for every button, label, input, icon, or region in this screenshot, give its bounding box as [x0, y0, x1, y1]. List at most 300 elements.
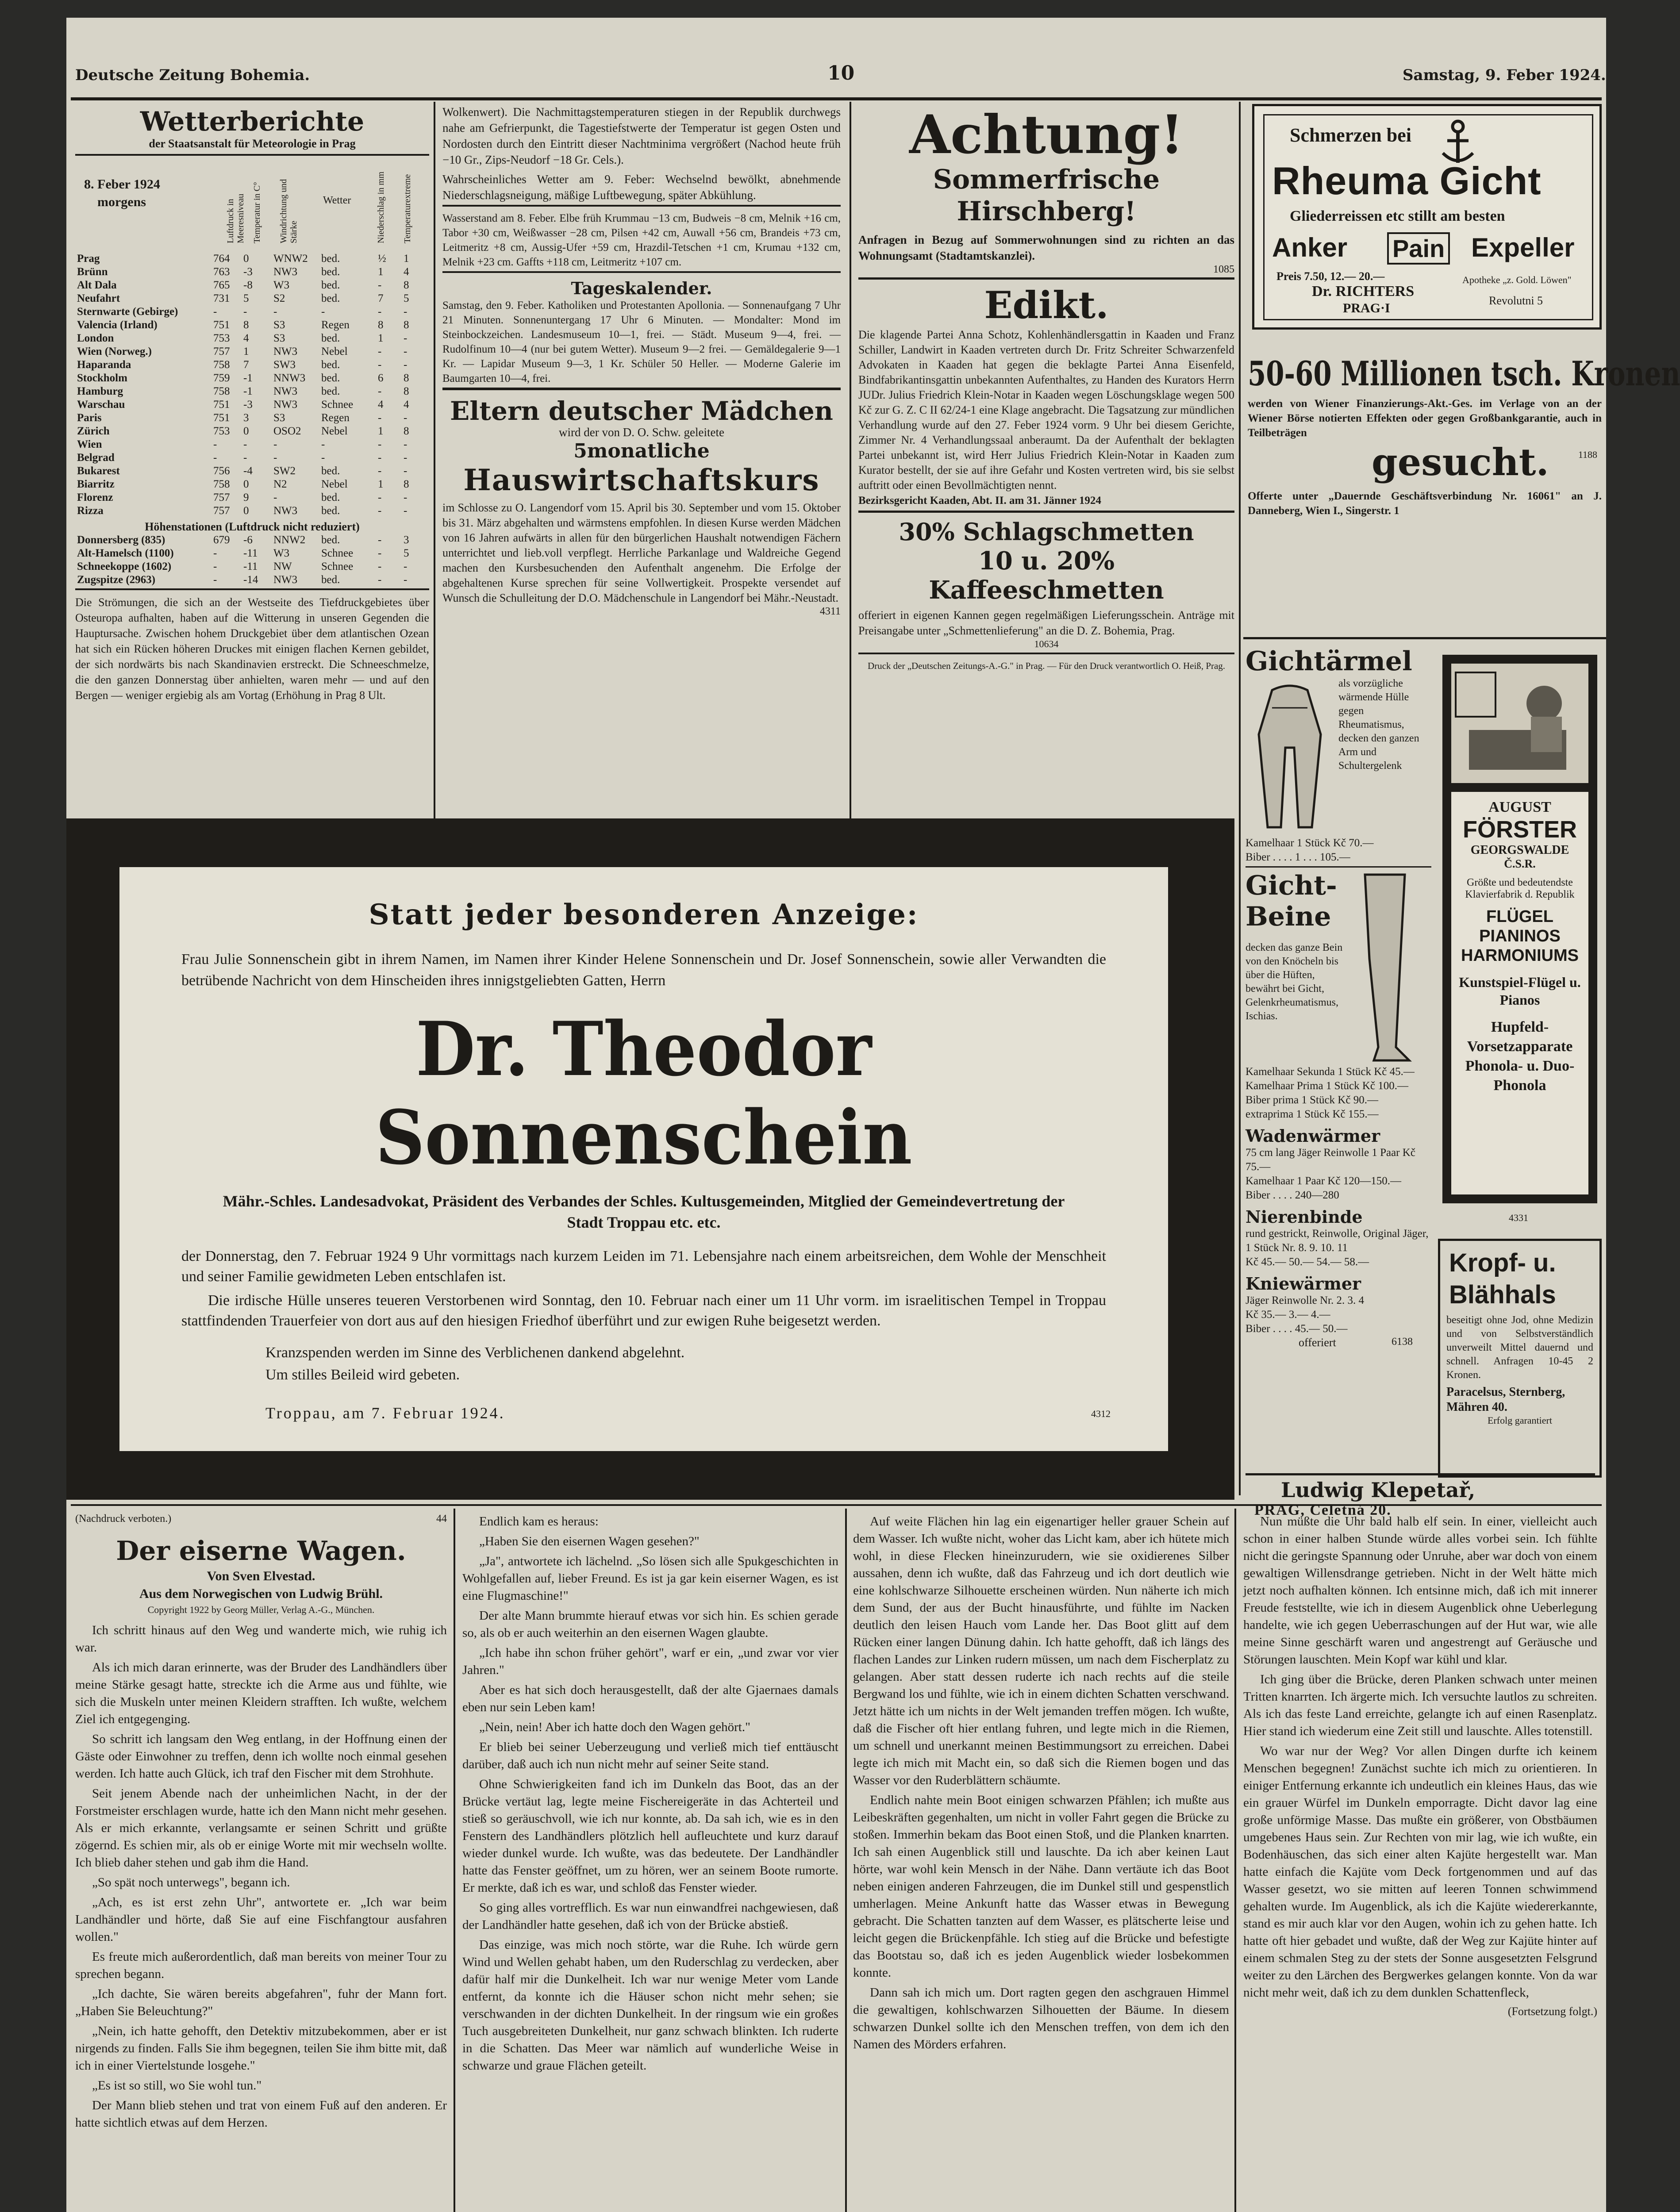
water-level-text: Wasserstand am 8. Feber. Elbe früh Krummau −13 cm, Budweis −8 cm, Melnik +16 cm, Tabor +30 cm, Weißwasser −28 cm, Pilsen +42 cm, Auwall +56 cm, Brandeis +73 cm, Leitmeritz +8 cm, Aussig-Ufer +59 cm, Hrazdil-Tetschen +1 cm, Krumau +132 cm, Melnik +23 cm. Gaffts +118 cm, Leitmeritz +107 cm.	[442, 212, 841, 268]
newspaper-page	[66, 18, 1680, 2212]
rheuma-title: Rheuma Gicht	[1272, 159, 1542, 203]
weather-cell: NNW2	[273, 534, 306, 546]
station-name: Brünn	[77, 266, 108, 278]
rheuma-apotheke: Apotheke „z. Gold. Löwen"	[1462, 274, 1572, 285]
story-paragraph: „Nein, ich hatte gehofft, den Detektiv mitzubekommen, aber er ist nirgends zu finden. Falls Sie ihm begegnen, teilen Sie ihm bitte mit, daß ich in einer Viertelstunde losgehe."	[75, 2024, 447, 2073]
gicht-text-3: 75 cm lang Jäger Reinwolle 1 Paar Kč 75.—	[1246, 1147, 1415, 1173]
weather-cell: -	[378, 412, 382, 424]
story-paragraph: „Ja", antwortete ich lächelnd. „So lösen sich alle Spukgeschichten in Wohlgefallen auf, lieber Freund. Es ist ja gar kein eiserner Wagen, es ist eine Flugmaschine!"	[462, 1554, 838, 1603]
parents-subtitle: wird der von D. O. Schw. geleitete	[559, 426, 724, 439]
station-name: Belgrad	[77, 452, 115, 464]
story-paragraph: „Ich habe ihn schon früher gehört", warf er ein, „und zwar vor vier Jahren."	[462, 1646, 838, 1677]
section-rule	[858, 511, 1234, 513]
edikt-text: Die klagende Partei Anna Schotz, Kohlenhändlersgattin in Kaaden und Franz Schiller, Landwirt in Kaaden vertreten durch Dr. Fritz Schreiter Schwarzenfeld Advokaten in Kaaden hat gegen die beklagte Partei Anna Eisenfeld, Bindfabrikantinsgattin unbekannten Aufenthaltes, zu Handen des Kurators Herrn JUDr. Julius Friedrich Klein-Notar in Kaaden wegen Löschungsklage wegen 500 Kč zur G. Z. C II 62/24-1 eine Klage angebracht. Die Tagsatzung zur mündlichen Verhandlung wurde auf den 27. Feber 1924 vorm. 9 Uhr bei diesem Gerichte, Zimmer Nr. 4 Verhandlungssaal anberaumt. Da der Aufenthalt der beklagten Partei unbekannt ist, wird Herr Julius Friedrich Klein-Notar in Kaaden zum Kurator bestellt, der sie auf ihre Gefahr und Kosten vertreten wird, bis sie selbst auftritt oder einen Bevollmächtigten nennt.	[858, 328, 1234, 492]
section-rule	[1243, 637, 1606, 639]
weather-cell: -	[273, 438, 277, 450]
kropf-maker: Paracelsus, Sternberg, Mähren 40.	[1446, 1385, 1565, 1414]
gicht-prices-2	[1246, 1065, 1431, 1121]
column-header-wind: Windrichtung und Stärke	[279, 179, 299, 243]
story-paragraph: Der Mann blieb stehen und trat von einem Fuß auf den anderen. Er hatte sichtlich etwas auf dem Herzen.	[75, 2098, 447, 2130]
column-header-precip: Niederschlag in mm	[376, 171, 386, 243]
station-name: Stockholm	[77, 372, 127, 384]
rheuma-line: Gliederreissen etc stillt am besten	[1290, 208, 1505, 224]
weather-cell: -6	[243, 534, 253, 546]
station-name: London	[77, 332, 114, 344]
parents-code: 4311	[819, 606, 841, 617]
weather-cell: NW	[273, 561, 292, 572]
weather-cell: 4	[378, 399, 384, 411]
column-header-weather: Wetter	[323, 195, 351, 206]
weather-cell: -	[213, 561, 217, 572]
weather-cell: S3	[273, 412, 285, 424]
obituary-frame	[66, 818, 1234, 1500]
coffee-title-1: 30% Schlagschmetten	[899, 518, 1194, 546]
weather-cell: 758	[213, 359, 230, 371]
gicht-prices-3	[1246, 1174, 1431, 1202]
weather-cell: -11	[243, 547, 258, 559]
gicht-prices-4	[1246, 1255, 1431, 1269]
weather-cell: -3	[243, 399, 253, 411]
gicht-address: PRAG, Celetná 20.	[1254, 1502, 1392, 1518]
forster-ad	[1442, 655, 1597, 1203]
station-name: Schneekoppe (1602)	[77, 561, 172, 572]
gicht-seller: Ludwig Klepetař,	[1281, 1478, 1476, 1502]
weather-cell: -	[378, 346, 382, 357]
price-line: Kč 45.— 50.— 54.— 58.—	[1246, 1256, 1369, 1268]
weather-cell: Schnee	[321, 399, 354, 411]
weather-row	[75, 465, 427, 478]
weather-cell: 8	[404, 319, 409, 331]
weather-cell: 5	[404, 547, 409, 559]
forecast-section	[442, 104, 841, 618]
weather-cell: -	[378, 505, 382, 517]
weather-cell: -	[213, 306, 217, 318]
parents-title-3: Hauswirtschaftskurs	[463, 463, 820, 497]
story-paragraph: So ging alles vortrefflich. Es war nun einwandfrei nachgewiesen, daß der Landhändler hatte gesehen, daß ich von der Brücke abstieß.	[462, 1901, 838, 1932]
weather-cell: 751	[213, 399, 230, 411]
edikt-footer: Bezirksgericht Kaaden, Abt. II. am 31. Jänner 1924	[858, 495, 1101, 507]
obituary-title: Mähr.-Schles. Landesadvokat, Präsident des Verbandes der Schles. Kultusgemeinden, Mitglied der Gemeindevertretung der Stadt Troppau etc. etc.	[223, 1192, 1065, 1231]
weather-cell: -	[321, 452, 325, 464]
column-header-pressure: Luftdruck in Meeresniveau	[226, 193, 246, 243]
weather-cell: S3	[273, 319, 285, 331]
forster-code: 4331	[1509, 1212, 1528, 1223]
weather-cell: bed.	[321, 253, 340, 265]
gicht-title-3: Wadenwärmer	[1246, 1126, 1380, 1146]
station-name: Prag	[77, 253, 100, 265]
station-name: Wien (Norweg.)	[77, 346, 152, 357]
weather-cell: 679	[213, 534, 230, 546]
weather-cell: -1	[243, 385, 253, 397]
section-rule	[858, 277, 1234, 280]
station-name: Hamburg	[77, 385, 123, 397]
achtung-text: Anfragen in Bezug auf Sommerwohnungen sind zu richten an das Wohnungsamt (Stadtamtskanzlei).	[858, 233, 1234, 262]
weather-cell: -	[404, 561, 408, 572]
weather-cell: -	[404, 452, 408, 464]
forecast-rule	[442, 205, 841, 207]
story-copyright: Copyright 1922 by Georg Müller, Verlag A.-G., München.	[147, 1604, 375, 1615]
story-paragraph: Dann sah ich mich um. Dort ragten gegen den aschgrauen Himmel die gewaltigen, kohlschwarzen Silhouetten der Bäume. In diesem schwarzen Dunkel sollte ich den Menschen treffen, von dem ich den Namen des Mörders erfahren.	[853, 1985, 1229, 2051]
weather-cell: -	[404, 332, 408, 344]
weather-cell: -	[378, 279, 382, 291]
story-paragraph: Auf weite Flächen hin lag ein eigenartiger heller grauer Schein auf dem Wasser. Ich wußte nicht, woher das Licht kam, aber ich hütete mich wohl, in diese Flecken hineinzurudern, wie sie oxidierenes Silber aussahen, denn ich wußte, daß das Fahrzeug und ich dort deutlich wie eine kohlschwarze Silhouette erscheinen würden. Nun näherte ich mich dem Sund, der aus der Bucht hinausführte, und fühlte im Nacken deutlich den leisen Hauch vom Lande her. Das Boot glitt auf dem Rücken einer langen Dünung dahin. Ich hatte gehofft, daß ich längs des flachen Landes zur Linken rudern müssen, um nach dem Fischerplatz zu gelangen. Aber statt dessen ruderte ich nach rechts auf die steile Bergwand los und fühlte, wie ich in einem dichten Schatten verschwand. Jetzt hätte ich um nichts in der Welt jemanden treffen mögen. Ich wußte, daß die Fischer oft hier entlang fuhren, und legte mich in die Riemen, um schnell und unerkannt meinen Bestimmungsort zu erreichen. Dabei legte ich mich mit Macht ein, so daß sich die Riemen bogen und das Wasser vor den Ruderblättern schäumte.	[853, 1514, 1229, 1787]
weather-cell: 1	[378, 425, 384, 437]
weather-cell: 751	[213, 319, 230, 331]
weather-cell: 1	[404, 253, 409, 265]
achtung-section	[858, 106, 1234, 672]
story-text-1	[75, 1622, 447, 2131]
weather-cell: bed.	[321, 385, 340, 397]
price-line: Kamelhaar Sekunda 1 Stück Kč 45.—	[1246, 1066, 1415, 1078]
weather-cell: NW3	[273, 505, 298, 517]
weather-section	[75, 106, 429, 703]
station-name: Donnersberg (835)	[77, 534, 165, 546]
story-paragraph: Aber es hat sich doch herausgestellt, daß der alte Gjaernaes damals eben nur sein Leben kam!	[462, 1683, 838, 1714]
millionen-footer: Offerte unter „Dauernde Geschäftsverbindung Nr. 16061" an J. Danneberg, Wien I., Singerstr. 1	[1248, 490, 1602, 517]
weather-row	[75, 560, 427, 573]
weather-row	[75, 265, 427, 279]
rheuma-brand-2: Pain	[1387, 232, 1450, 265]
weather-row	[75, 547, 427, 560]
page-number: 10	[827, 62, 855, 84]
story-paragraph: „So spät noch unterwegs", begann ich.	[92, 1875, 290, 1889]
weather-cell: NNW3	[273, 372, 306, 384]
obituary-code: 4312	[1091, 1408, 1111, 1419]
story-rule	[71, 1504, 1602, 1506]
weather-cell: N2	[273, 478, 287, 490]
story-column-4	[1243, 1513, 1597, 2018]
station-name: Sternwarte (Gebirge)	[77, 306, 178, 318]
station-name: Zugspitze (2963)	[77, 574, 156, 586]
gicht-title-4: Nierenbinde	[1246, 1207, 1363, 1227]
story-paragraph: Er blieb bei seiner Ueberzeugung und verließ mich tief enttäuscht darüber, daß auch ich nun nicht mehr auf seiner Seite stand.	[462, 1740, 838, 1771]
weather-cell: 8	[404, 425, 409, 437]
weather-cell: Nebel	[321, 425, 348, 437]
gicht-title-2: Gicht-Beine	[1246, 870, 1337, 932]
weather-cell: SW2	[273, 465, 296, 477]
weather-cell: 7	[378, 292, 384, 304]
obituary-line-1: Frau Julie Sonnenschein gibt in ihrem Namen, im Namen ihrer Kinder Helene Sonnenschein und Dr. Josef Sonnenschein, sowie aller Verwandten die betrübende Nachricht von dem Hinscheiden ihres innigstgeliebten Gatten, Herrn	[181, 951, 1106, 989]
gicht-rule	[1246, 866, 1431, 868]
story-paragraph: Es freute mich außerordentlich, daß man bereits von meiner Tour zu sprechen begann.	[75, 1950, 447, 1981]
weather-cell: -	[378, 534, 382, 546]
gicht-title-5: Kniewärmer	[1246, 1274, 1361, 1294]
weather-cell: 4	[404, 399, 409, 411]
station-name: Paris	[77, 412, 102, 424]
weather-cell: -	[404, 492, 408, 503]
weather-cell: 5	[243, 292, 249, 304]
issue-date: Samstag, 9. Feber 1924.	[1403, 66, 1606, 84]
millionen-code: 1188	[1578, 449, 1597, 460]
weather-row	[75, 411, 427, 425]
weather-cell: 5	[404, 292, 409, 304]
leg-illustration	[1347, 870, 1422, 1065]
story-paragraph: „Ich dachte, Sie wären bereits abgefahren", fuhr der Mann fort. „Haben Sie Beleuchtung?"	[75, 1987, 447, 2018]
station-name: Wien	[77, 438, 102, 450]
weather-subtitle: der Staatsanstalt für Meteorologie in Prag	[149, 137, 356, 150]
rheuma-city: PRAG·I	[1343, 301, 1390, 315]
story-paragraph: Als ich mich daran erinnerte, was der Bruder des Landhändlers über meine Stärke gesagt hatte, streckte ich die Arme aus und fühlte, wie sich die Muskeln unter meinen Kleidern strafften. Ich wußte, welchem Ziel ich entgegenging.	[75, 1660, 447, 1726]
weather-row	[75, 319, 427, 332]
gicht-code: 6138	[1392, 1336, 1413, 1348]
coffee-code: 10634	[1034, 638, 1059, 649]
weather-row	[75, 372, 427, 385]
weather-cell: 758	[213, 385, 230, 397]
weather-row	[75, 438, 427, 451]
weather-time: morgens	[97, 195, 146, 209]
weather-rule	[75, 154, 429, 156]
section-rule	[858, 653, 1234, 654]
edikt-title: Edikt.	[984, 283, 1109, 327]
weather-cell: -	[404, 359, 408, 371]
achtung-subtitle: Sommerfrische Hirschberg!	[933, 164, 1160, 227]
weather-row	[75, 385, 427, 398]
rheuma-price: Preis 7.50, 12.— 20.—	[1276, 270, 1385, 283]
column-header-extremes: Temperaturextreme	[403, 174, 412, 243]
column-rule	[434, 102, 435, 832]
forster-illustration	[1451, 664, 1588, 783]
weather-cell: Schnee	[321, 547, 354, 559]
weather-cell: 731	[213, 292, 230, 304]
weather-cell: 756	[213, 465, 230, 477]
column-rule	[1239, 102, 1241, 1495]
weather-cell: bed.	[321, 492, 340, 503]
weather-date: 8. Feber 1924	[84, 177, 160, 192]
weather-cell: 751	[213, 412, 230, 424]
weather-cell: -	[404, 438, 408, 450]
weather-cell: -	[213, 574, 217, 586]
weather-cell: W3	[273, 279, 290, 291]
weather-cell: -	[378, 359, 382, 371]
weather-table	[75, 252, 427, 518]
station-name: Zürich	[77, 425, 110, 437]
calendar-title: Tageskalender.	[571, 278, 712, 298]
weather-cell: 3	[404, 534, 409, 546]
weather-cell: -1	[243, 372, 253, 384]
story-number: 44	[436, 1513, 447, 1525]
imprint: Druck der „Deutschen Zeitungs-A.-G." in Prag. — Für den Druck verantwortlich O. Heiß, Prag.	[867, 661, 1226, 671]
masthead-title: Deutsche Zeitung Bohemia.	[75, 66, 310, 84]
price-line: extraprima 1 Stück Kč 155.—	[1246, 1108, 1379, 1120]
millionen-title: 50-60 Millionen tsch. Kronen	[1248, 354, 1680, 393]
weather-cell: 0	[243, 505, 249, 517]
gicht-text-5: Jäger Reinwolle Nr. 2. 3. 4	[1246, 1294, 1365, 1306]
achtung-code: 1085	[1213, 264, 1234, 275]
obituary-text-2: Die irdische Hülle unseres teueren Verstorbenen wird Sonntag, den 10. Februar nach einer um 11 Uhr vorm. im israelitischen Tempel in Troppau stattfindenden Trauerfeier von dort aus auf den hiesigen Friedhof überführt und zur ewigen Ruhe beigesetzt werden.	[181, 1292, 1106, 1329]
weather-cell: -	[378, 492, 382, 503]
rheuma-ad	[1252, 104, 1602, 330]
gicht-offer: offeriert	[1299, 1336, 1336, 1349]
column-rule	[454, 1509, 455, 2212]
weather-cell: 8	[243, 319, 249, 331]
weather-cell: -	[378, 561, 382, 572]
weather-cell: 753	[213, 425, 230, 437]
story-paragraph: „Haben Sie den eisernen Wagen gesehen?"	[479, 1534, 700, 1548]
story-translation: Aus dem Norwegischen von Ludwig Brühl.	[139, 1586, 383, 1601]
column-header-temp: Temperatur in C°	[252, 182, 262, 243]
weather-cell: -	[404, 412, 408, 424]
station-name: Alt Dala	[77, 279, 117, 291]
price-line: Kč 35.— 3.— 4.—	[1246, 1309, 1330, 1321]
weather-rule	[75, 588, 429, 590]
story-paragraph: Nun müßte die Uhr bald halb elf sein. In einer, vielleicht auch schon in einer halben Stunde würde alles vorbei sein. Ich fühlte nicht die geringste Spannung oder Unruhe, aber war doch von einem gewaltigen Willensdrange getrieben. Nicht in der Welt hätte mich jetzt noch aufhalten können. Ich entsinne mich, daß ich mit innerer Freude feststellte, wie ich in diesem Augenblick ohne Ueberlegung handelte, wie ich gegen Ueberraschungen auf der Hut war, wie alle meine Sinne geschärft waren und angestrengt auf Geräusche und Störungen lauschten. Mein Kopf war kühl und klar.	[1243, 1514, 1597, 1667]
price-line: Biber . . . . 240—280	[1246, 1189, 1339, 1201]
kropf-text: beseitigt ohne Jod, ohne Medizin und von Selbstverständlich unverweilt Mittel dauernd und schnell. Anfragen 10-45 2 Kronen.	[1446, 1314, 1593, 1381]
weather-cell: -	[213, 547, 217, 559]
weather-cell: 1	[378, 478, 384, 490]
weather-cell: 6	[378, 372, 384, 384]
sleeve-illustration	[1246, 681, 1334, 832]
weather-title: Wetterberichte	[140, 106, 365, 137]
coffee-text: offeriert in eigenen Kannen gegen regelmäßigen Lieferungsschein. Anträge mit Preisangabe unter „Schmettenlieferung" an die D. Z. Bohemia, Prag.	[858, 609, 1234, 637]
forster-line-1: Größte und bedeutendste Klavierfabrik d. Republik	[1465, 877, 1575, 900]
weather-cell: -	[404, 574, 408, 586]
weather-cell: Nebel	[321, 478, 348, 490]
weather-cell: 757	[213, 346, 230, 357]
story-label: (Nachdruck verboten.)	[75, 1513, 172, 1525]
weather-row	[75, 573, 427, 587]
gicht-text-4: rund gestrickt, Reinwolle, Original Jäger, 1 Stück Nr. 8. 9. 10. 11	[1246, 1228, 1429, 1254]
weather-cell: 759	[213, 372, 230, 384]
forecast-rule	[442, 388, 841, 390]
weather-cell: 8	[404, 279, 409, 291]
weather-cell: W3	[273, 547, 290, 559]
weather-cell: -	[273, 452, 277, 464]
obituary-text-3: Kranzspenden werden im Sinne des Verblichenen dankend abgelehnt.	[265, 1344, 685, 1361]
story-paragraph: Endlich kam es heraus:	[479, 1514, 599, 1528]
weather-cell: 0	[243, 478, 249, 490]
coffee-title-2: 10 u. 20% Kaffeeschmetten	[929, 546, 1164, 605]
weather-table-head	[75, 159, 429, 252]
weather-cell: -	[213, 452, 217, 464]
weather-cell: NW3	[273, 385, 298, 397]
millionen-ad	[1248, 354, 1680, 518]
story-paragraph: So schritt ich langsam den Weg entlang, in der Hoffnung einen der Gäste oder Einwohner zu treffen, denn ich wollte noch einmal gesehen werden. Ich hatte auch Glück, ich traf den Fischer mit dem Strohhute.	[75, 1732, 447, 1781]
weather-cell: Schnee	[321, 561, 354, 572]
weather-row	[75, 534, 427, 547]
kropf-ad	[1438, 1239, 1602, 1478]
story-title: Der eiserne Wagen.	[116, 1536, 406, 1567]
weather-cell: bed.	[321, 574, 340, 586]
weather-cell: -	[321, 438, 325, 450]
gicht-price-1b: Biber . . . . 1 . . . 105.—	[1246, 851, 1350, 863]
weather-cell: bed.	[321, 292, 340, 304]
weather-cell: WNW2	[273, 253, 308, 265]
story-text-2	[462, 1513, 838, 2077]
weather-cell: 8	[404, 385, 409, 397]
story-continued: (Fortsetzung folgt.)	[1507, 2005, 1597, 2018]
station-name: Alt-Hamelsch (1100)	[77, 547, 174, 559]
obituary-text-1: der Donnerstag, den 7. Februar 1924 9 Uhr vormittags nach kurzem Leiden im 71. Lebensjahre nach einem arbeitsreichen, dem Wohle der Menschheit und seiner Familie gewidmeten Leben entschlafen ist.	[181, 1248, 1106, 1285]
weather-cell: 1	[378, 266, 384, 278]
story-paragraph: „Ach, es ist erst zehn Uhr", antwortete er. „Ich war beim Landhändler und hörte, daß Sie auf eine Fischfangtour ausfahren wollen."	[75, 1895, 447, 1944]
forster-panel	[1451, 792, 1588, 1194]
obituary-place: Troppau, am 7. Februar 1924.	[265, 1404, 505, 1422]
weather-cell: -	[404, 346, 408, 357]
weather-cell: -	[243, 438, 247, 450]
rheuma-maker: Dr. RICHTERS	[1312, 283, 1415, 300]
story-paragraph: Der alte Mann brummte hierauf etwas vor sich hin. Es schien gerade so, als ob er auch weiterhin an den eisernen Wagen glaubte.	[462, 1609, 838, 1640]
weather-cell: -	[404, 465, 408, 477]
story-paragraph: Ich schritt hinaus auf den Weg und wanderte mich, wie ruhig ich war.	[75, 1623, 447, 1655]
weather-cell: bed.	[321, 266, 340, 278]
weather-cell: 757	[213, 505, 230, 517]
rheuma-brand-3: Expeller	[1471, 233, 1575, 262]
millionen-text: werden von Wiener Finanzierungs-Akt.-Ges. im Verlage von an der Wiener Börse notierten Effekten oder gegen Großbankgarantie, auch in Teilbeträgen	[1248, 398, 1602, 439]
weather-cell: 764	[213, 253, 230, 265]
weather-cell: 763	[213, 266, 230, 278]
weather-cell: bed.	[321, 332, 340, 344]
weather-cell: -4	[243, 465, 253, 477]
heights-table	[75, 534, 427, 587]
price-line: Biber . . . . 45.— 50.—	[1246, 1323, 1348, 1335]
forster-line-3: Kunstspiel-Flügel u. Pianos	[1459, 974, 1581, 1008]
weather-cell: 8	[404, 478, 409, 490]
story-paragraph: „Nein, nein! Aber ich hatte doch den Wagen gehört."	[479, 1720, 750, 1734]
forecast-text-2: Wahrscheinliches Wetter am 9. Feber: Wechselnd bewölkt, abnehmende Niederschlagsneigung, mäßige Luftbewegung, später Abkühlung.	[442, 173, 841, 202]
story-paragraph: Wo war nur der Weg? Vor allen Dingen durfte ich keinem Menschen begegnen! Zunächst suchte ich mich zu orientieren. In einiger Entfernung erkannte ich undeutlich ein kleines Haus, das wie ein grauer Würfel im Dunkeln emporragte. Dicht davor lag eine große unförmige Masse. Das mußte ein größerer, von Obstbäumen umgebenes Haus sein. Zur Rechten von mir lag, wie ich wußte, ein Bodenhäuschen, das sich einer alten Kajüte hergestellt war. Man hatte einfach die Kajüte vom Deck fortgenommen und auf das Wasser gesetzt, wo sie mitten auf leeren Tonnen schwimmend gehalten wurde. Im Augenblick, als ich die Kajüte wiedererkannte, stand es mir auch klar vor den Augen, wohin ich zu gehen hatte. Ich hatte oft hier gebadet und wußte, daß der Weg zur Kajüte hinter auf einem schmalen Steg zu der stets der Sonne ausgesetzten Felsgrund weiter zu den Lärchen des Bergwerkes gelangen konnte. Von da war nicht mehr weit, daß ich zu dem dunklen Schattenfleck,	[1243, 1744, 1597, 2000]
weather-cell: NW3	[273, 399, 298, 411]
piano-player-illustration	[1451, 664, 1588, 783]
forster-brand-1: AUGUST	[1488, 799, 1551, 815]
forster-brand-2: FÖRSTER	[1462, 816, 1577, 843]
obituary-text-4: Um stilles Beileid wird gebeten.	[265, 1367, 460, 1383]
gicht-prices-5	[1246, 1308, 1431, 1336]
weather-cell: NW3	[273, 574, 298, 586]
story-paragraph: Seit jenem Abende nach der unheimlichen Nacht, in der der Forstmeister erschlagen wurde, hatte ich den Mann nicht mehr gesehen. Als er mich erkannte, verlangsamte er seinen Schritt und grüßte zögernd. Es schien mir, als ob er einige Worte mit mir wechseln wollte. Ich blieb daher stehen und gab ihm die Hand.	[75, 1786, 447, 1870]
weather-text: Die Strömungen, die sich an der Westseite des Tiefdruckgebietes über Osteuropa aufhalten, haben auf die Witterung in unseren Gegenden die Hauptursache. Zwischen hohem Druckgebiet über dem atlantischen Ozean hat sich ein Rücken höheren Druckes mit einigen flachen Kernen gebildet, der sich nordwärts bis nach Skandinavien erstreckt. Die Schneeschmelze, die den ganzen Donnerstag über anhielten, waren mehr — und auf den Bergen — weniger ergiebig als am Vortag (Erhöhung in Prag 8 Ult.	[75, 596, 429, 702]
weather-row	[75, 305, 427, 319]
station-name: Florenz	[77, 492, 113, 503]
story-paragraph: Ich ging über die Brücke, deren Planken schwach unter meinen Tritten knarrten. Ich ärgerte mich. Ich versuchte lautlos zu schreiten. Als ich das feste Land erreichte, gelangte ich auf einen Rasenplatz. Hier stand ich wiederum eine Zeit still und lauschte. Alles totenstill.	[1243, 1672, 1597, 1738]
weather-row	[75, 451, 427, 465]
weather-cell: 8	[378, 319, 384, 331]
weather-row	[75, 332, 427, 345]
station-name: Haparanda	[77, 359, 131, 371]
price-line: Kamelhaar Prima 1 Stück Kč 100.—	[1246, 1080, 1408, 1092]
weather-cell: 0	[243, 425, 249, 437]
parents-text: im Schlosse zu O. Langendorf vom 15. April bis 30. September und vom 15. Oktober bis 31. März abgehalten und wärmstens empfohlen. In diesen Kurse werden Mädchen von 16 Jahren aufwärts in allen für den bürgerlichen Haushalt notwendigen Fächern unterrichtet und lieb.voll verpflegt. Herrliche Parkanlage und Waldreiche Gegend machen den Kursbesuchenden den Aufenthalt angenehm. Die Erfolge der abgehaltenen Kurse sprechen für seine Vollwertigkeit. Prospekte versendet auf Wunsch die Schulleitung der D.O. Mädchenschule in Langendorf bei Mähr.-Neustadt.	[442, 501, 841, 604]
weather-cell: 8	[404, 372, 409, 384]
obituary-name: Dr. Theodor Sonnenschein	[375, 1005, 912, 1181]
rheuma-brand-1: Anker	[1272, 233, 1348, 262]
weather-cell: -	[243, 452, 247, 464]
weather-cell: -3	[243, 266, 253, 278]
story-paragraph: Das einzige, was mich noch störte, war die Ruhe. Ich würde gern Wind und Wellen gehabt haben, um den Ruderschlag zu verdecken, aber dafür half mir die Dunkelheit. Ich war nur wenige Meter vom Lande entfernt, da konnte ich die Häuser schon nicht mehr sehen; sie verschwanden in der dichten Dunkelheit. In der ringsum wie ein großes Tuch ausgebreiteten Dunkelheit, nur ganz schwach blinkten. Ich ruderte in die Schatten. Das Meer war nämlich auf wunderliche Weise in schwarze und graue Flächen geteilt.	[462, 1938, 838, 2073]
rheuma-street: Revolutni 5	[1489, 294, 1543, 307]
weather-cell: NW3	[273, 346, 298, 357]
station-name: Bukarest	[77, 465, 120, 477]
weather-cell: 757	[213, 492, 230, 503]
gicht-ad	[1246, 646, 1431, 1352]
weather-cell: -	[273, 306, 277, 318]
heights-label: Höhenstationen (Luftdruck nicht reduziert)	[145, 520, 360, 533]
weather-row	[75, 279, 427, 292]
column-rule	[1234, 1509, 1236, 2212]
weather-cell: Nebel	[321, 346, 348, 357]
calendar-text: Samstag, den 9. Feber. Katholiken und Protestanten Apollonia. — Sonnenaufgang 7 Uhr 21 Minuten. Sonnenuntergang 17 Uhr 6 Minuten. — Mondalter: Mond im Steinbockzeichen. Landesmuseum 10—1, frei. — Städt. Museum 9—4, frei. — Rudolfinum 10—4 (nur bei gutem Wetter). Museum 9—2 frei. — Gemäldegalerie 9—1 Kr. — Lapidar Museum 9—3, 1 Kr. Schüler 50 Heller. — Moderne Galerie im Baumgarten 10—4, frei.	[442, 300, 841, 384]
forecast-text-1: Wolkenwert). Die Nachmittagstemperaturen stiegen in der Republik durchwegs nahe am Gefrierpunkt, die Tagestiefstwerte der Temperatur ist gegen Osten und Nordosten durch den Eintritt dieser Nachtminima vergrößert (Nachod heute früh −10 Gr., Zips-Neudorf −18 Gr. Cels.).	[442, 105, 841, 166]
weather-cell: -	[378, 452, 382, 464]
header-rule	[71, 97, 1602, 100]
weather-cell: -11	[243, 561, 258, 572]
station-name: Biarritz	[77, 478, 115, 490]
weather-cell: ½	[378, 253, 386, 265]
weather-cell: bed.	[321, 505, 340, 517]
column-rule	[850, 102, 851, 832]
weather-cell: bed.	[321, 465, 340, 477]
story-column-1	[75, 1513, 447, 2134]
